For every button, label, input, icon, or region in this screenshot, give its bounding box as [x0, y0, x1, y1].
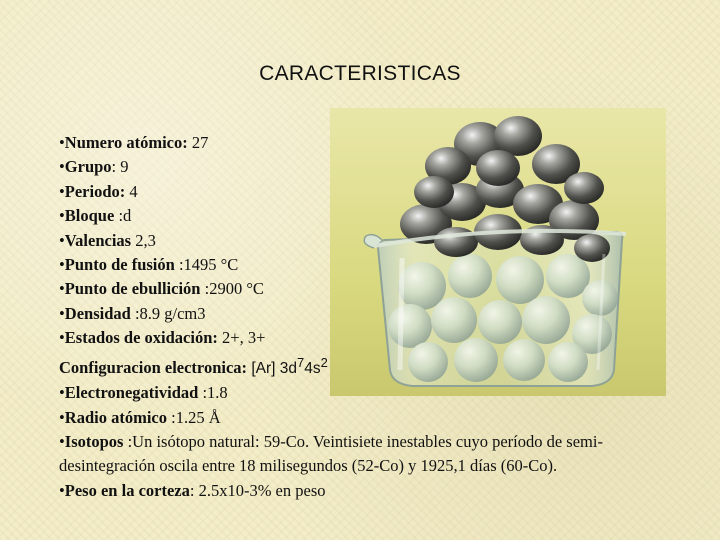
item-label: Densidad	[64, 303, 131, 323]
item-densidad	[59, 302, 669, 326]
item-configuracion-electronica	[59, 351, 669, 382]
bullet: •	[59, 279, 65, 299]
item-value: : 2.5x10-3% en peso	[189, 480, 326, 500]
item-value: :8.9 g/cm3	[130, 303, 206, 323]
item-punto-ebullicion	[59, 277, 669, 301]
bullet: •	[59, 303, 65, 323]
item-electronegatividad	[59, 381, 669, 405]
bullet: •	[59, 255, 65, 275]
item-numero-atomico	[59, 131, 669, 155]
item-valencias	[59, 229, 669, 253]
item-value: :1495 °C	[174, 255, 239, 275]
item-value: 4	[125, 181, 138, 201]
item-label: Numero atómico:	[64, 133, 188, 152]
bullet: •	[59, 480, 65, 500]
item-label: Estados de oxidación:	[64, 328, 218, 348]
item-label: Isotopos	[64, 432, 124, 452]
bullet: •	[59, 133, 65, 152]
properties-list	[59, 131, 669, 503]
item-value	[247, 354, 328, 377]
item-label: Configuracion electronica:	[59, 357, 248, 377]
item-value: :1.25 Å	[166, 407, 221, 427]
bullet: •	[59, 157, 65, 177]
bullet: •	[59, 407, 65, 427]
item-peso-corteza	[59, 479, 669, 503]
item-label: Grupo	[64, 157, 112, 177]
item-radio-atomico	[59, 406, 669, 430]
item-value: 27	[187, 133, 209, 152]
item-value: : 9	[111, 157, 129, 177]
item-bloque	[59, 204, 669, 228]
item-label: Punto de ebullición	[64, 279, 201, 299]
bullet: •	[59, 328, 65, 348]
bullet: •	[59, 230, 65, 250]
item-label: Valencias	[64, 230, 132, 250]
slide-title: CARACTERISTICAS	[259, 62, 461, 85]
item-label: Electronegatividad	[64, 383, 199, 403]
item-value: :Un isótopo natural: 59-Co. Veintisiete inestables cuyo período de semi-desintegración oscila entre 18 milisegundos (52-Co) y 1925,1 días (60-Co).	[59, 432, 603, 476]
item-label: Radio atómico	[64, 407, 167, 427]
bullet: •	[59, 432, 65, 452]
item-grupo	[59, 155, 669, 179]
item-periodo	[59, 180, 669, 204]
item-punto-fusion	[59, 253, 669, 277]
item-label: Punto de fusión	[64, 255, 175, 275]
config-sup-2: 2	[320, 354, 328, 370]
item-value: 2+, 3+	[217, 328, 266, 348]
config-prefix: [Ar] 3d	[247, 359, 298, 377]
item-label: Bloque	[64, 206, 115, 226]
bullet: •	[59, 181, 65, 201]
item-estados-oxidacion	[59, 326, 669, 350]
config-mid: 4s	[304, 359, 321, 377]
item-value: :2900 °C	[200, 279, 264, 299]
item-value: :d	[114, 206, 132, 226]
item-isotopos	[59, 430, 669, 479]
bullet: •	[59, 206, 65, 226]
item-label: Peso en la corteza	[64, 480, 190, 500]
config-sup-1: 7	[297, 354, 305, 370]
item-value: :1.8	[198, 383, 228, 403]
item-label: Periodo:	[64, 181, 126, 201]
bullet: •	[59, 383, 65, 403]
item-value: 2,3	[131, 230, 156, 250]
